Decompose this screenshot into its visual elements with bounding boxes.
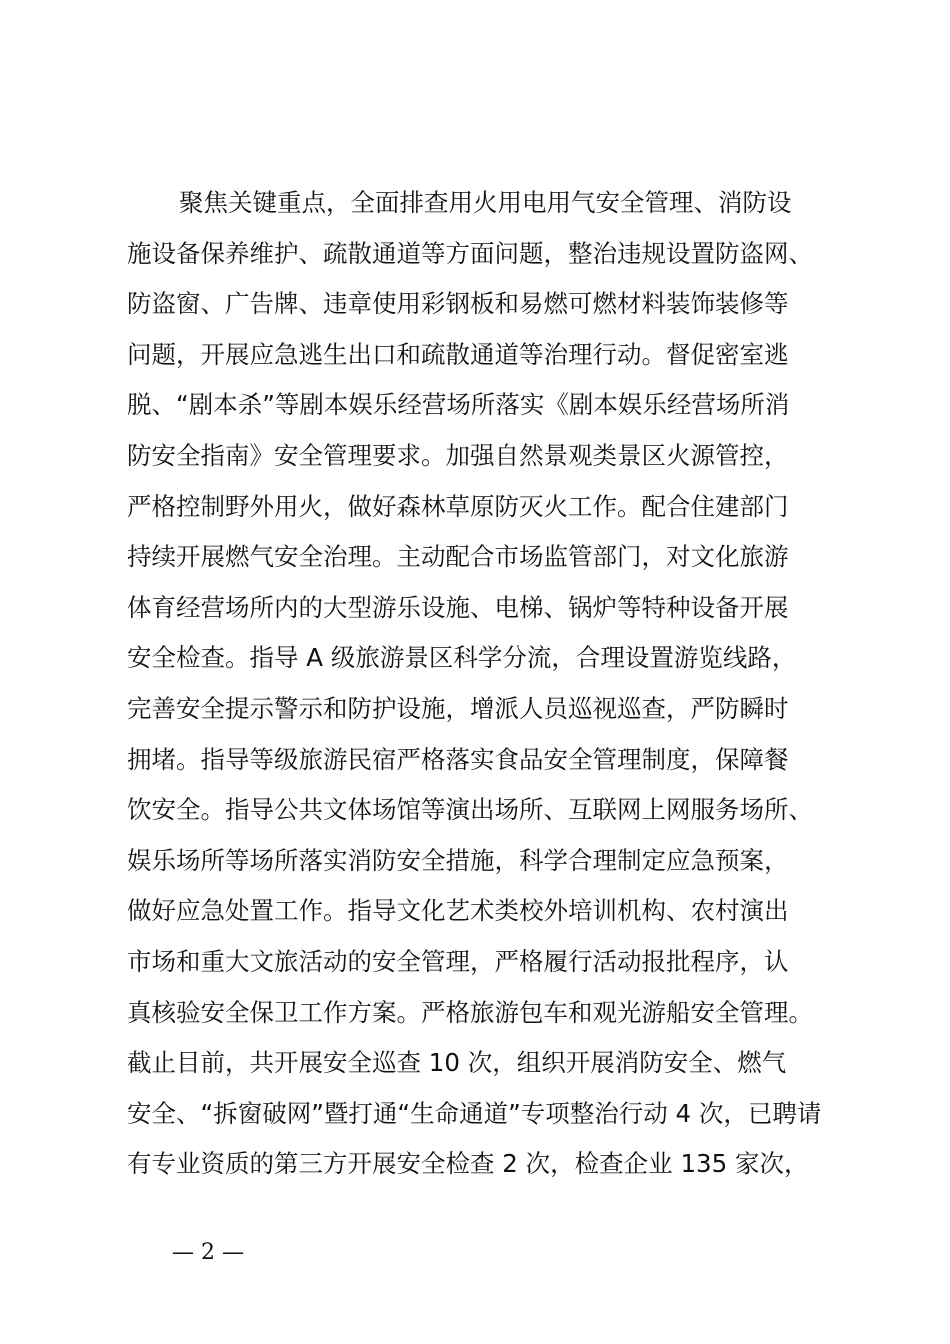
paragraph-line: 持续开展燃气安全治理。主动配合市场监管部门，对文化旅游 — [127, 542, 789, 572]
paragraph-line: 安全检查。指导 A 级旅游景区科学分流，合理设置游览线路， — [127, 643, 797, 673]
paragraph-line: 体育经营场所内的大型游乐设施、电梯、锅炉等特种设备开展 — [127, 592, 789, 622]
paragraph-line: 饮安全。指导公共文体场馆等演出场所、互联网上网服务场所、 — [127, 795, 813, 825]
paragraph-line: 有专业资质的第三方开展安全检查 2 次，检查企业 135 家次， — [127, 1149, 809, 1179]
paragraph-line: 问题，开展应急逃生出口和疏散通道等治理行动。督促密室逃 — [127, 339, 789, 369]
paragraph-line: 安全、“拆窗破网”暨打通“生命通道”专项整治行动 4 次，已聘请 — [127, 1098, 822, 1128]
page-number: — 2 — — [172, 1240, 244, 1265]
paragraph-line: 防盗窗、广告牌、违章使用彩钢板和易燃可燃材料装饰装修等 — [127, 289, 789, 319]
paragraph-line: 真核验安全保卫工作方案。严格旅游包车和观光游船安全管理。 — [127, 997, 813, 1027]
paragraph-line: 市场和重大文旅活动的安全管理，严格履行活动报批程序，认 — [127, 946, 789, 976]
paragraph-line: 防安全指南》安全管理要求。加强自然景观类景区火源管控， — [127, 440, 789, 470]
paragraph-line: 施设备保养维护、疏散通道等方面问题，整治违规设置防盗网、 — [127, 238, 813, 268]
paragraph-line: 娱乐场所等场所落实消防安全措施，科学合理制定应急预案， — [127, 845, 789, 875]
paragraph-line: 严格控制野外用火，做好森林草原防灭火工作。配合住建部门 — [127, 491, 789, 521]
paragraph-line: 聚焦关键重点，全面排查用火用电用气安全管理、消防设 — [179, 188, 792, 217]
paragraph-line: 截止目前，共开展安全巡查 10 次，组织开展消防安全、燃气 — [127, 1048, 787, 1078]
paragraph-line: 做好应急处置工作。指导文化艺术类校外培训机构、农村演出 — [127, 896, 789, 926]
paragraph-line: 拥堵。指导等级旅游民宿严格落实食品安全管理制度，保障餐 — [127, 744, 789, 774]
body-paragraph — [127, 178, 847, 1190]
paragraph-line: 脱、“剧本杀”等剧本娱乐经营场所落实《剧本娱乐经营场所消 — [127, 390, 790, 420]
paragraph-line: 完善安全提示警示和防护设施，增派人员巡视巡查，严防瞬时 — [127, 693, 789, 723]
